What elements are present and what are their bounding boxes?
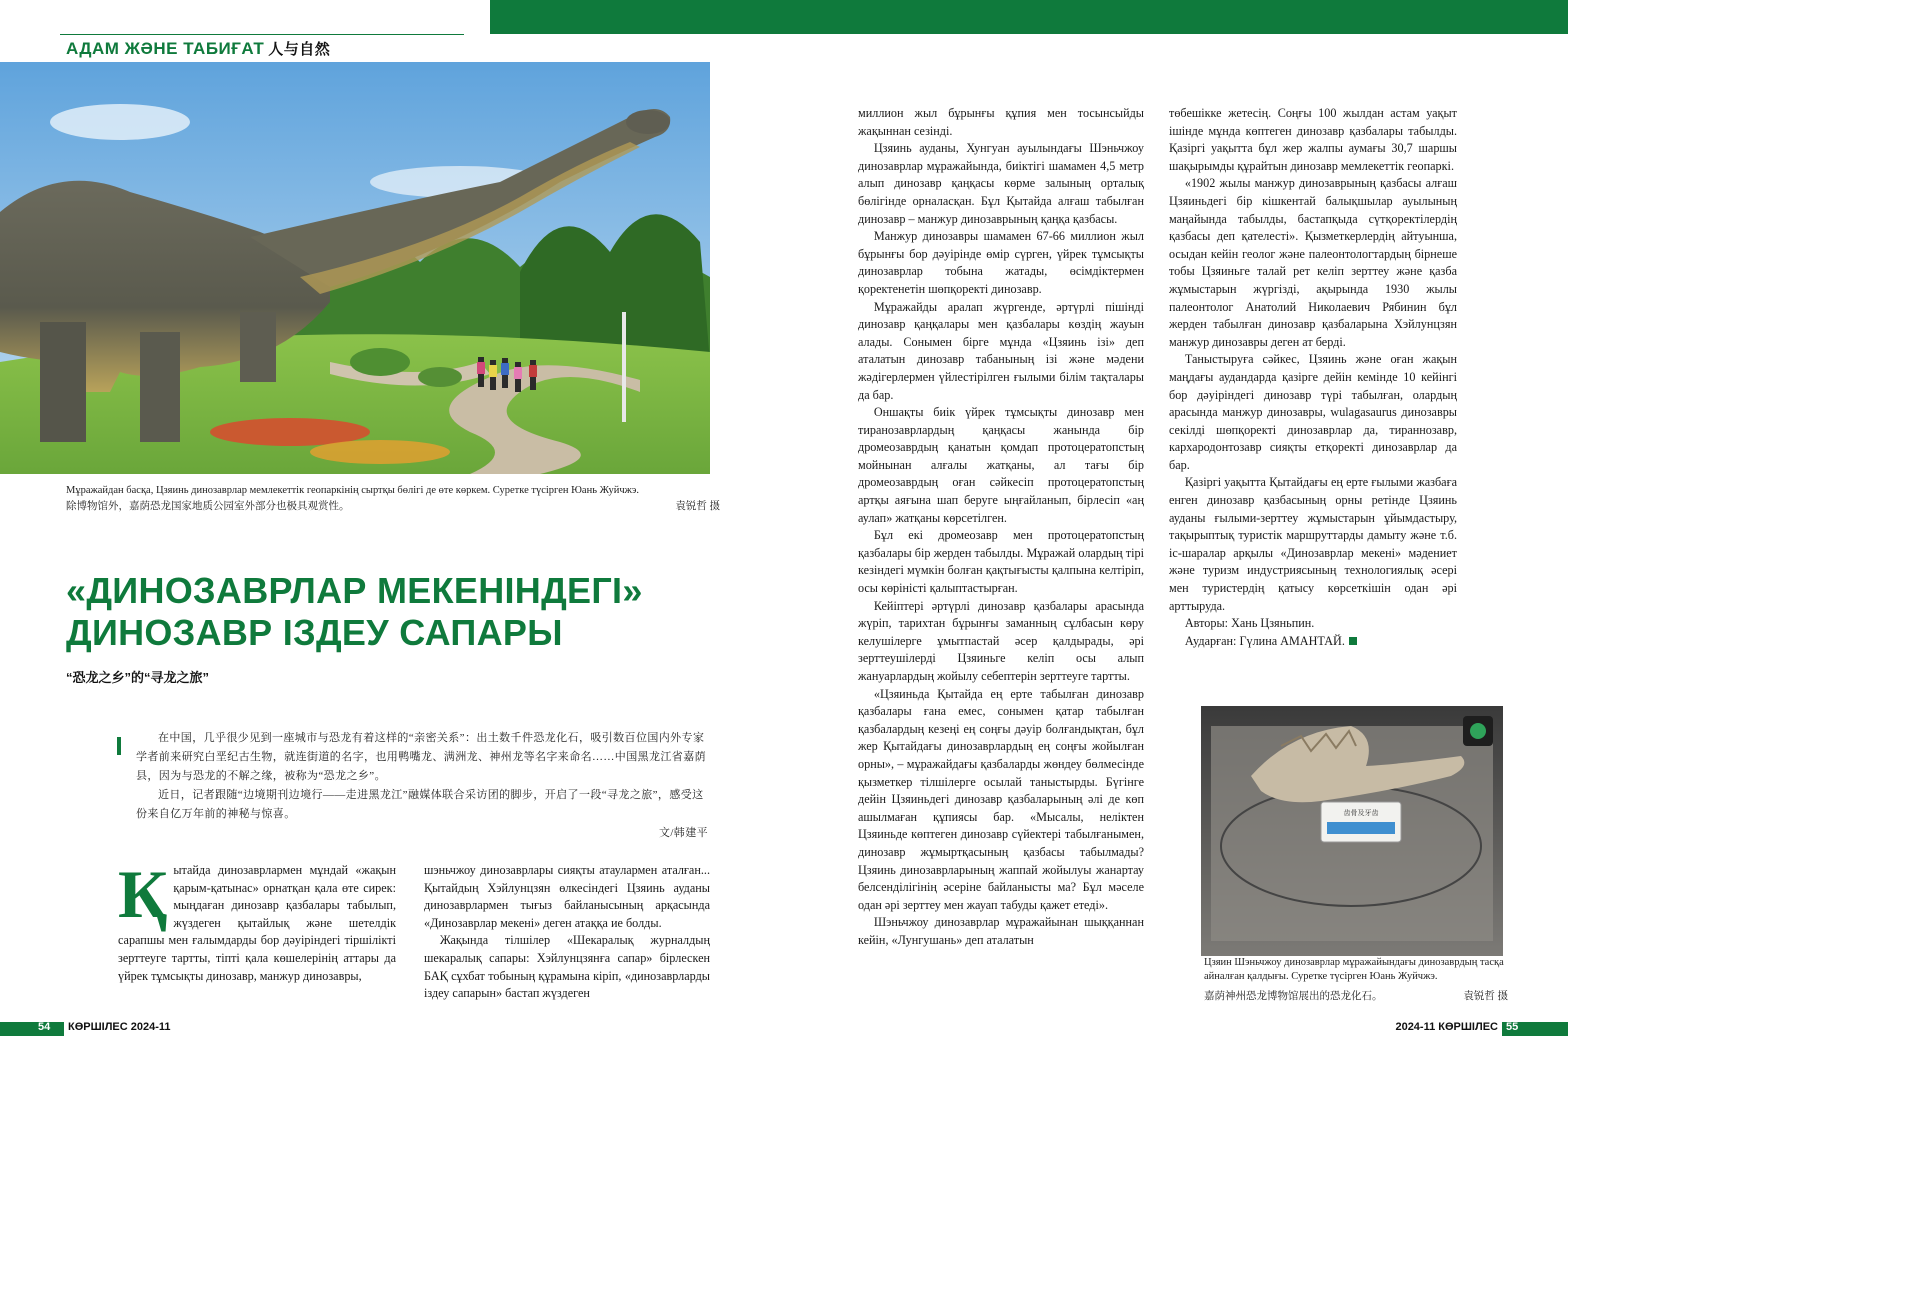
- section-title: [66, 38, 330, 59]
- article-column-4: [1169, 105, 1457, 650]
- fossil-caption-cn: 嘉荫神州恐龙博物馆展出的恐龙化石。: [1204, 991, 1383, 1002]
- article-paragraph: Шэньчжоу динозаврлар мұражайынан шыққаннан кейін, «Лунгушань» деп аталатын: [858, 915, 1144, 947]
- fossil-photo: [1201, 706, 1503, 956]
- headline-line1: «ДИНОЗАВРЛАР МЕКЕНІНДЕГІ»: [66, 570, 643, 611]
- article-column-1: [118, 856, 396, 985]
- end-mark-icon: [1349, 637, 1357, 645]
- lead-paragraph-2: 近日，记者跟随“边境期刊边境行——走进黑龙江”融媒体联合采访团的脚步，开启了一段“寻龙之旅”，感受这份来自亿万年前的神秘与惊喜。: [136, 789, 704, 820]
- article-translator: [1169, 633, 1457, 651]
- section-rule: [60, 34, 464, 35]
- drop-cap: Қ: [118, 856, 168, 932]
- article-paragraph: Цзяинь ауданы, Хунгуан ауылындағы Шэньчжоу динозаврлар мұражайында, биіктігі шамамен 4,5 метр алып динозавр қаңқасы көрме залының орталық бөлігінде орналасқан. Бұл Қытайда алғаш табылған динозавр – манжур динозаврының қаңқа қазбасы.: [858, 141, 1144, 226]
- lead-paragraph-1: 在中国，几乎很少见到一座城市与恐龙有着这样的“亲密关系”：出土数千件恐龙化石，吸引数百位国内外专家学者前来研究白垩纪古生物，就连街道的名字，也用鸭嘴龙、满洲龙、神州龙等名字来命名……中国黑龙江省嘉荫县，因为与恐龙的不解之缘，被称为“恐龙之乡”。: [136, 732, 706, 782]
- page-number-left: 54: [38, 1021, 51, 1033]
- page-number-right: 55: [1506, 1021, 1519, 1033]
- hero-photo-dinosaur-park: [0, 62, 710, 474]
- hero-photo-credit: 袁锐哲 摄: [675, 501, 720, 512]
- footer-bar-left: [0, 1022, 64, 1036]
- article-paragraph: Қазіргі уақытта Қытайдағы ең ерте ғылыми жазбаға енген динозавр қазбасының орны ретінде Цзяинь ауданы ғылыми-зерттеу жұмыстарын ұйымдастыру, тақырыптық туристік маршруттарды дамыту және т.б. іс-шаралар арқылы «Динозаврлар мекені» мәдениет және туризм индустриясының технологиялық әсері мен туристердің қатысу көрсеткішін одан әрі арттыруда.: [1169, 475, 1457, 613]
- hero-caption-cn: 除博物馆外，嘉荫恐龙国家地质公园室外部分也极具观赏性。: [66, 501, 350, 512]
- translator-text: Аударған: Гүлина АМАНТАЙ.: [1184, 633, 1345, 648]
- article-paragraph: Жақында тілшілер «Шекаралық журналдың шекаралық сапары: Хэйлунцзянға сапар» бірлескен БАҚ сұхбат тобының құрамына кіріп, «динозаврларды іздеу сапарын» бастап жүздеген: [424, 933, 710, 1001]
- headline-line2: ДИНОЗАВР ІЗДЕУ САПАРЫ: [66, 612, 563, 653]
- article-headline: [66, 570, 706, 654]
- article-column-2: [424, 862, 710, 1003]
- top-color-bar: [490, 0, 1568, 34]
- section-title-kz: АДАМ ЖӘНЕ ТАБИҒАТ: [66, 39, 265, 58]
- article-paragraph: шэньчжоу динозаврлары сияқты атаулармен аталған... Қытайдың Хэйлунцзян өлкесіндегі Цзяинь ауданы динозаврлармен тығыз байланысының арқасында «Динозаврлар мекені» деген атаққа ие болды.: [424, 863, 710, 930]
- fossil-photo-credit: 袁锐哲 摄: [1463, 991, 1508, 1002]
- footer-magazine-right: 2024-11 КӨРШІЛЕС: [1395, 1021, 1498, 1033]
- headline-subtitle-cn: “恐龙之乡”的“寻龙之旅”: [66, 670, 210, 685]
- fossil-caption-kz: Цзяин Шэньчжоу динозаврлар мұражайындағы динозаврдың тасқа айналған қалдығы. Суретке түсірген Юань Жуйчжэ.: [1204, 957, 1504, 982]
- footer-magazine-left: КӨРШІЛЕС 2024-11: [68, 1021, 171, 1033]
- article-paragraph: «Цзяиньда Қытайда ең ерте табылған динозавр қазбалары ғана емес, сонымен қатар табылған қазбалардың кезеңі ең соңғы дәуір болғандықтан, бұл жер Қытайдағы динозаврлардың ең соңғы жойылған орны», – мұражайдағы қазбаларды жөндеу бөлмесінде қызметкер тілшілерге осылай таныстырды. Бүгінге дейін Цзяиньдегі динозавр қазбаларының әлі де көп ашылмаған құпиясы бар. «Мысалы, неліктен Цзяиньде көптеген динозавр сүйектері табылғанымен, динозавр жұмыртқасының қазбасы табылмады? Цзяинь динозаврларының жаппай жойылуы жанартау белсенділігінің әсеріне байланысты ма? Бұл мәселе одан әрі зерттеу мен жауап табуды қажет етеді».: [858, 686, 1144, 912]
- article-paragraph: төбешікке жетесің. Соңғы 100 жылдан астам уақыт ішінде мұнда көптеген динозавр қазбалары табылды. Қазіргі уақытта бұл жер жалпы аумағы 30,7 шаршы шақырымды құрайтын динозавр мемлекеттік геопаркі.: [1169, 106, 1457, 173]
- lead-paragraph-cn: [136, 729, 708, 843]
- fossil-caption-cn-row: [1204, 990, 1510, 1004]
- article-paragraph: Кейіптері әртүрлі динозавр қазбалары арасында жүріп, тарихтан бұрынғы заманның сұлбасын көру келушілерге ұмытпастай әсер қалдырады, әрі зерттеушілерді Цзяиньге келіп осы алып жануарлардың жойылу себептерін зерттеуге тартты.: [858, 598, 1144, 683]
- article-paragraph: Манжур динозавры шамамен 67-66 миллион жыл бұрынғы бор дәуірінде өмір сүрген, үйрек тұмсықты динозаврлар тобына жатады, өсімдіктермен қоректенетін шөпқоректі динозавр.: [858, 229, 1144, 296]
- article-paragraph: ытайда динозаврлармен мұндай «жақын қарым-қатынас» орнатқан қала өте сирек: мыңдаған динозавр қазбалары табылып, жүздеген қытайлық және шетелдік сарапшы мен ғалымдарды бор дәуіріндегі тіршілікті зерттеуге тартты, тіпті қала көшелерінің аттары да үйрек тұмсықты динозавр, манжур динозавры,: [118, 863, 396, 983]
- article-paragraph: «1902 жылы манжур динозаврының қазбасы алғаш Цзяиньдегі бір кішкентай балықшылар ауылының маңайында табылды, бастапқыда сүтқоректілердің қазбасы деп қателесті». Қызметкерлердің айтуынша, осыдан кейін геолог және палеонтологтардың бірнеше тобы Цзяиньге талай рет келіп зерттеу және қазба жұмыстарын жүргізді, ақырында 1930 жылы палеонтолог Анатолий Николаевич Рябинин бұл жерден табылған динозавр қазбаларына Хэйлунцзян манжур динозавры деген ат берді.: [1169, 176, 1457, 349]
- lead-byline: 文/韩建平: [658, 827, 708, 839]
- section-title-cn: 人与自然: [268, 41, 331, 58]
- hero-photo-caption: [66, 483, 726, 515]
- fossil-label-text: 齿骨及牙齿: [1343, 809, 1379, 817]
- article-column-3: [858, 105, 1144, 950]
- article-paragraph: Мұражайды аралап жүргенде, әртүрлі пішінді динозавр қаңқалары мен қазбалары көздің жауын алады. Сонымен бірге мұнда «Цзяинь ізі» деп аталатын динозавр табанының ізі және мәдени жәдігерлермен үйлестірілген ғылыми білім тақталары да бар.: [858, 299, 1144, 402]
- lead-accent-bar: [117, 737, 121, 755]
- article-author: Авторы: Хань Цзяньпин.: [1184, 616, 1315, 631]
- article-paragraph: Таныстыруға сәйкес, Цзяинь және оған жақын маңдағы аудандарда қазірге дейін кемінде 10 кейінгі бор дәуіріндегі динозавр түрі табылған, олардың арасында манжур динозавры, wulagasaurus динозавры секілді шөпқоректі динозаврлар да, тираннозавр, кархародонтозавр сияқты етқоректі динозаврлар да бар.: [1169, 352, 1457, 472]
- hero-caption-kz: Мұражайдан басқа, Цзяинь динозаврлар мемлекеттік геопаркінің сыртқы бөлігі де өте көркем. Суретке түсірген Юань Жуйчжэ.: [66, 485, 640, 496]
- article-paragraph: Бұл екі дромеозавр мен протоцератопстың қазбалары бір жерден табылды. Мұражай олардың тірі кезіндегі мүмкін болған қақтығысты қалпына келтіріп, осы көріністі қалыптастырған.: [858, 528, 1144, 596]
- article-paragraph: Оншақты биік үйрек тұмсықты динозавр мен тиранозаврлардың қаңқасы жанында бір дромеозаврдың қанатын қомдап протоцератопстың мойнынан алғалы жатқаны, ал тағы бір дромеозаврдың оған сәйкесіп протоцератопстың артқы аяғына шап беруге ыңғайланып, бірлесіп «аң аулап» жатқаны көрсетілген.: [858, 405, 1144, 525]
- fossil-photo-caption: [1204, 956, 1510, 1004]
- article-paragraph: миллион жыл бұрынғы құпия мен тосынсыйды жақыннан сезінді.: [858, 106, 1144, 138]
